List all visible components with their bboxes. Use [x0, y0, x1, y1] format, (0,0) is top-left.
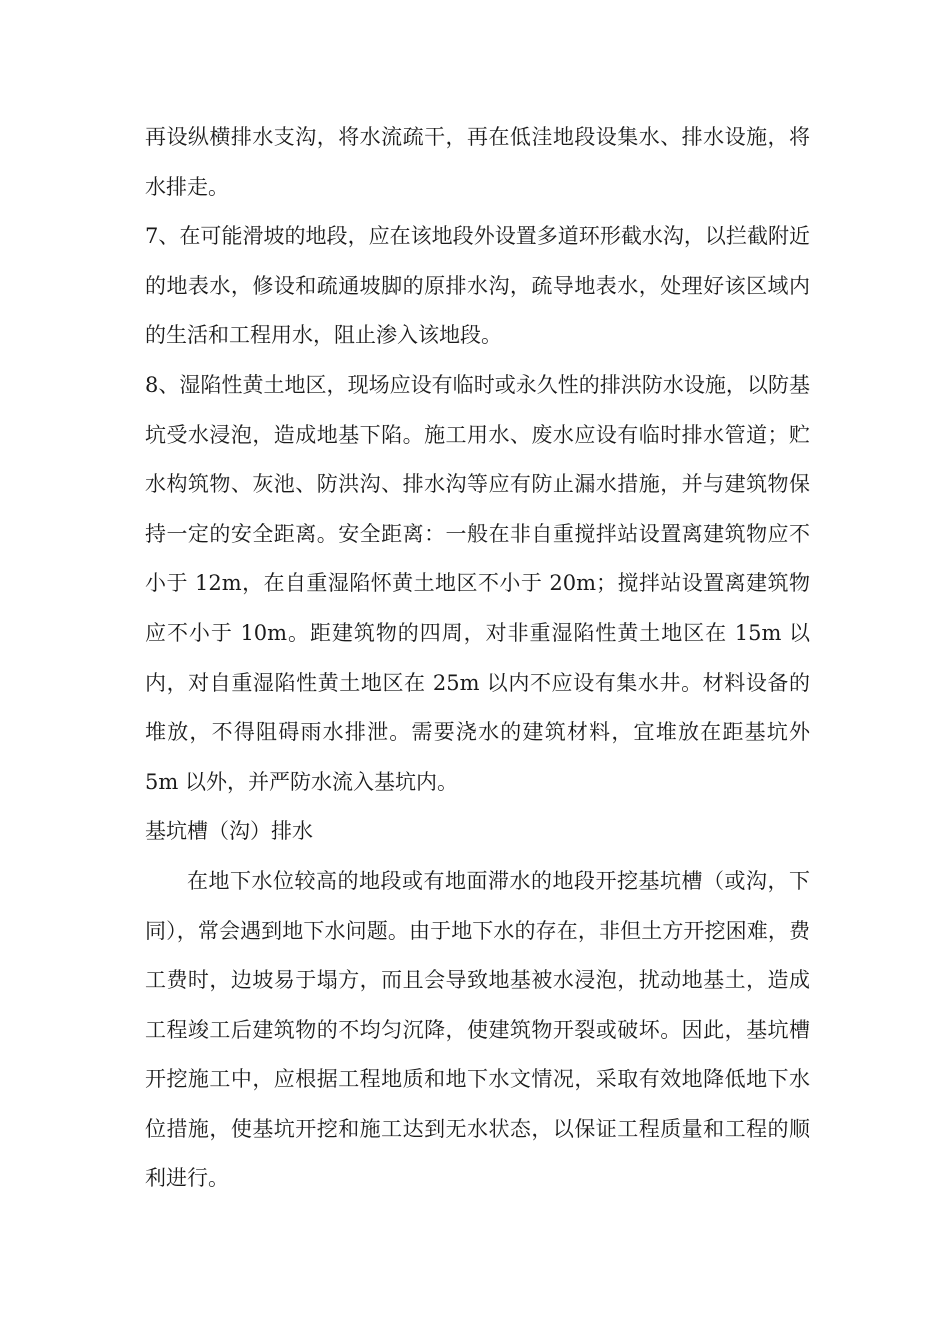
- paragraph-drainage-continuation: 再设纵横排水支沟，将水流疏干，再在低洼地段设集水、排水设施，将水排走。: [145, 125, 810, 199]
- paragraph-item-7-landslide: 7、在可能滑坡的地段，应在该地段外设置多道环形截水沟，以拦截附近的地表水，修设和疏通坡脚的原排水沟，疏导地表水，处理好该区域内的生活和工程用水，阻止渗入该地段。: [145, 224, 810, 348]
- section-heading-pit-drainage: 基坑槽（沟）排水: [145, 819, 313, 844]
- paragraph-item-8-loess: 8、湿陷性黄土地区，现场应设有临时或永久性的排洪防水设施，以防基坑受水浸泡，造成地基下陷。施工用水、废水应设有临时排水管道；贮水构筑物、灰池、防洪沟、排水沟等应有防止漏水措施，并与建筑物保持一定的安全距离。安全距离：一般在非自重搅拌站设置离建筑物应不小于 12m，在自重湿陷怀黄土地区不小于 20m；搅拌站设置离建筑物应不小于 10m。距建筑物的四周，对非重湿陷性黄土地区在 15m 以内，对自重湿陷性黄土地区在 25m 以内不应设有集水井。材料设备的堆放，不得阻碍雨水排泄。需要浇水的建筑材料，宜堆放在距基坑外 5m 以外，并严防水流入基坑内。: [145, 372, 810, 794]
- paragraph-pit-groundwater: 在地下水位较高的地段或有地面滞水的地段开挖基坑槽（或沟，下同），常会遇到地下水问题。由于地下水的存在，非但土方开挖困难，费工费时，边坡易于塌方，而且会导致地基被水浸泡，扰动地基土，造成工程竣工后建筑物的不均匀沉降，使建筑物开裂或破坏。因此，基坑槽开挖施工中，应根据工程地质和地下水文情况，采取有效地降低地下水位措施，使基坑开挖和施工达到无水状态，以保证工程质量和工程的顺利进行。: [145, 868, 810, 1191]
- document-body: [145, 113, 810, 1204]
